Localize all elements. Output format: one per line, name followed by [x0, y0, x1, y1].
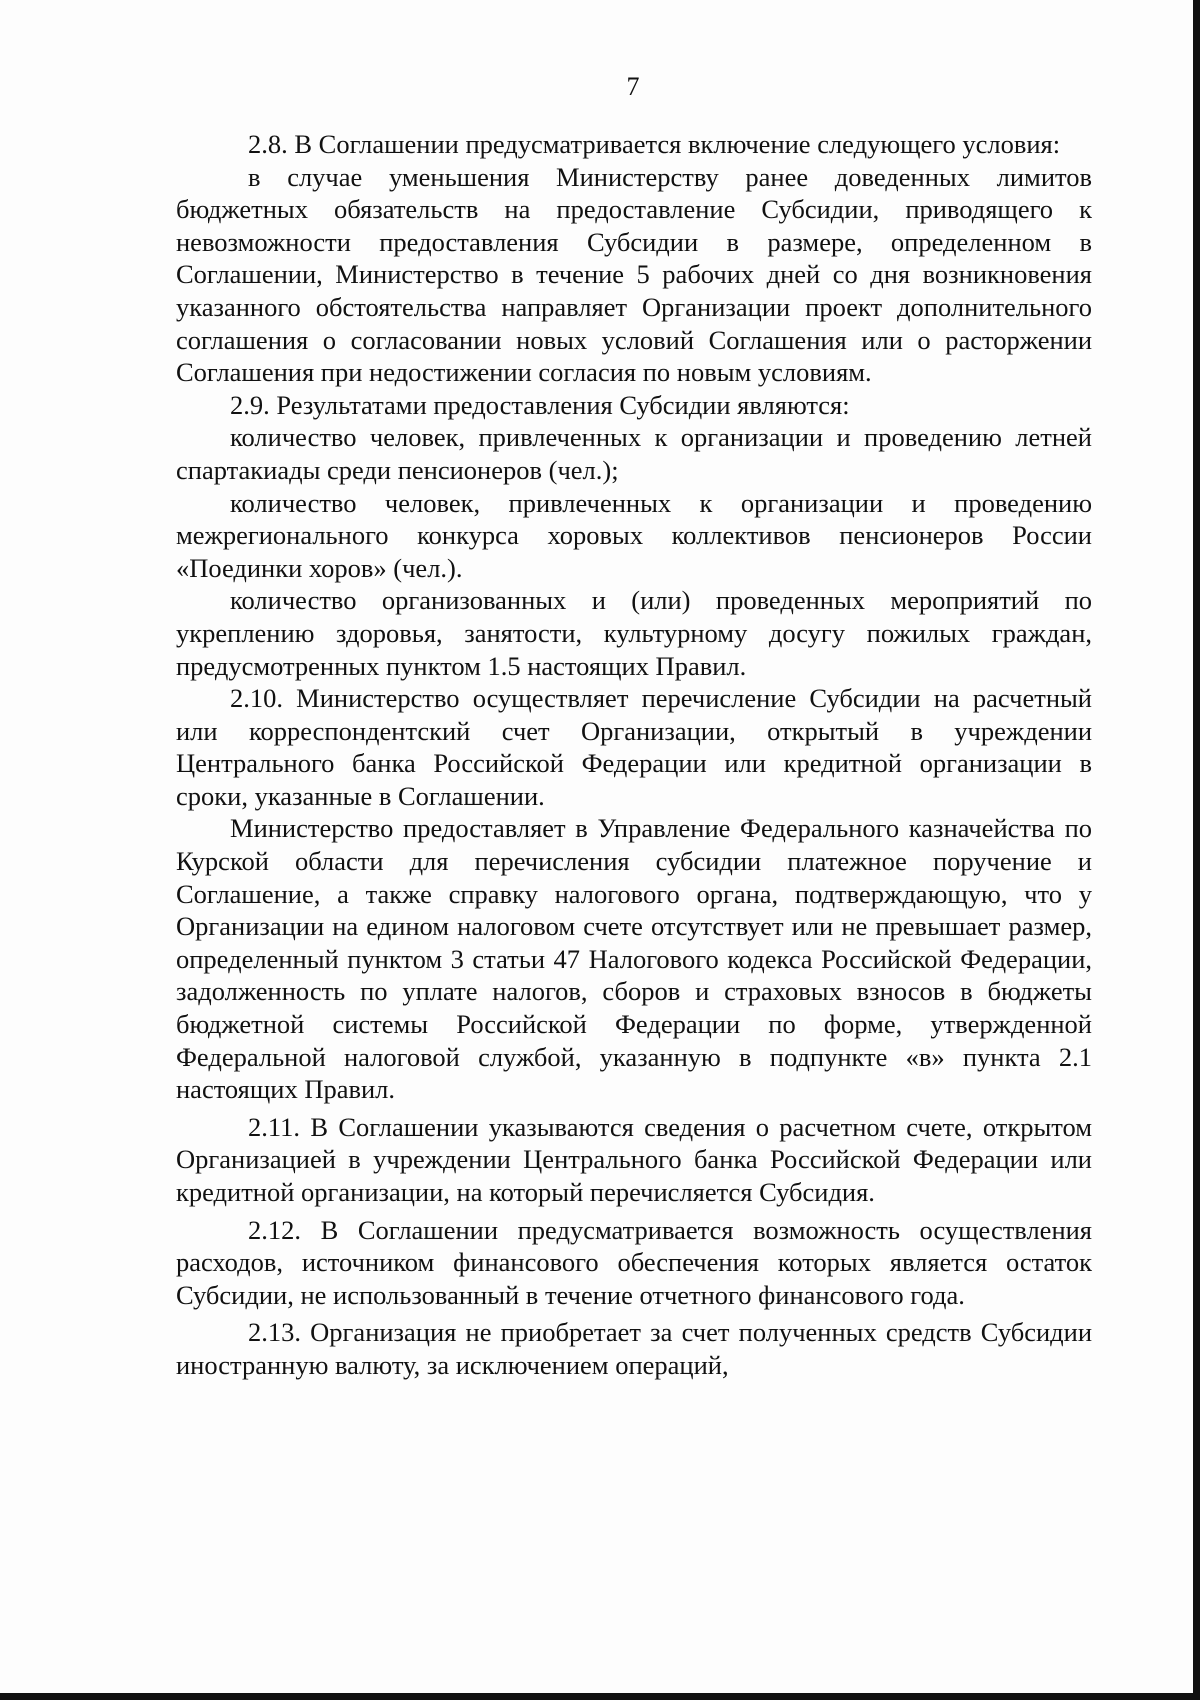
page-number: 7: [626, 72, 640, 101]
paragraph-2-9: 2.9. Результатами предоставления Субсидии являются:: [230, 389, 850, 420]
scan-border-bottom: [0, 1693, 1200, 1700]
paragraph-2-8-condition: в случае уменьшения Министерству ранее доведенных лимитов бюджетных обязательств на предоставление Субсидии, приводящего к невозможности предоставления Субсидии в размере, определенном в Соглашении, Министерство в течение 5 рабочих дней со дня возникновения указанного обстоятельства направляет Организации проект дополнительного соглашения о согласовании новых условий Соглашения или о расторжении Соглашения при недостижении согласия по новым условиям.: [176, 161, 1092, 388]
paragraph-2-11: 2.11. В Соглашении указываются сведения о расчетном счете, открытом Организацией в учреждении Центрального банка Российской Федерации или кредитной организации, на который перечисляется Субсидия.: [176, 1111, 1092, 1207]
paragraph-2-8: 2.8. В Соглашении предусматривается включение следующего условия:: [248, 129, 1061, 159]
scan-border-right: [1193, 0, 1200, 1700]
paragraph-2-12: 2.12. В Соглашении предусматривается возможность осуществления расходов, источником финансового обеспечения которых является остаток Субсидии, не использованный в течение отчетного финансового года.: [176, 1214, 1092, 1310]
paragraph-2-9-result-2: количество человек, привлеченных к организации и проведению межрегионального конкурса хоровых коллективов пенсионеров России «Поединки хоров» (чел.).: [176, 487, 1092, 583]
paragraph-2-10: 2.10. Министерство осуществляет перечисление Субсидии на расчетный или корреспондентский счет Организации, открытый в учреждении Центрального банка Российской Федерации или кредитной организации в сроки, указанные в Соглашении.: [176, 683, 1092, 811]
paragraph-2-9-result-3: количество организованных и (или) проведенных мероприятий по укреплению здоровья, занятости, культурному досугу пожилых граждан, предусмотренных пунктом 1.5 настоящих Правил.: [176, 585, 1092, 681]
paragraph-2-13: 2.13. Организация не приобретает за счет полученных средств Субсидии иностранную валюту, за исключением операций,: [176, 1317, 1092, 1380]
document-body: [176, 128, 1092, 1382]
paragraph-2-9-result-1: количество человек, привлеченных к организации и проведению летней спартакиады среди пенсионеров (чел.);: [176, 422, 1092, 485]
paragraph-2-10-treasury: Министерство предоставляет в Управление Федерального казначейства по Курской области для перечисления субсидии платежное поручение и Соглашение, а также справку налогового органа, подтверждающую, что у Организации на едином налоговом счете отсутствует или не превышает размер, определенный пунктом 3 статьи 47 Налогового кодекса Российской Федерации, задолженность по уплате налогов, сборов и страховых взносов в бюджеты бюджетной системы Российской Федерации по форме, утвержденной Федеральной налоговой службой, указанную в подпункте «в» пункта 2.1 настоящих Правил.: [176, 813, 1092, 1105]
